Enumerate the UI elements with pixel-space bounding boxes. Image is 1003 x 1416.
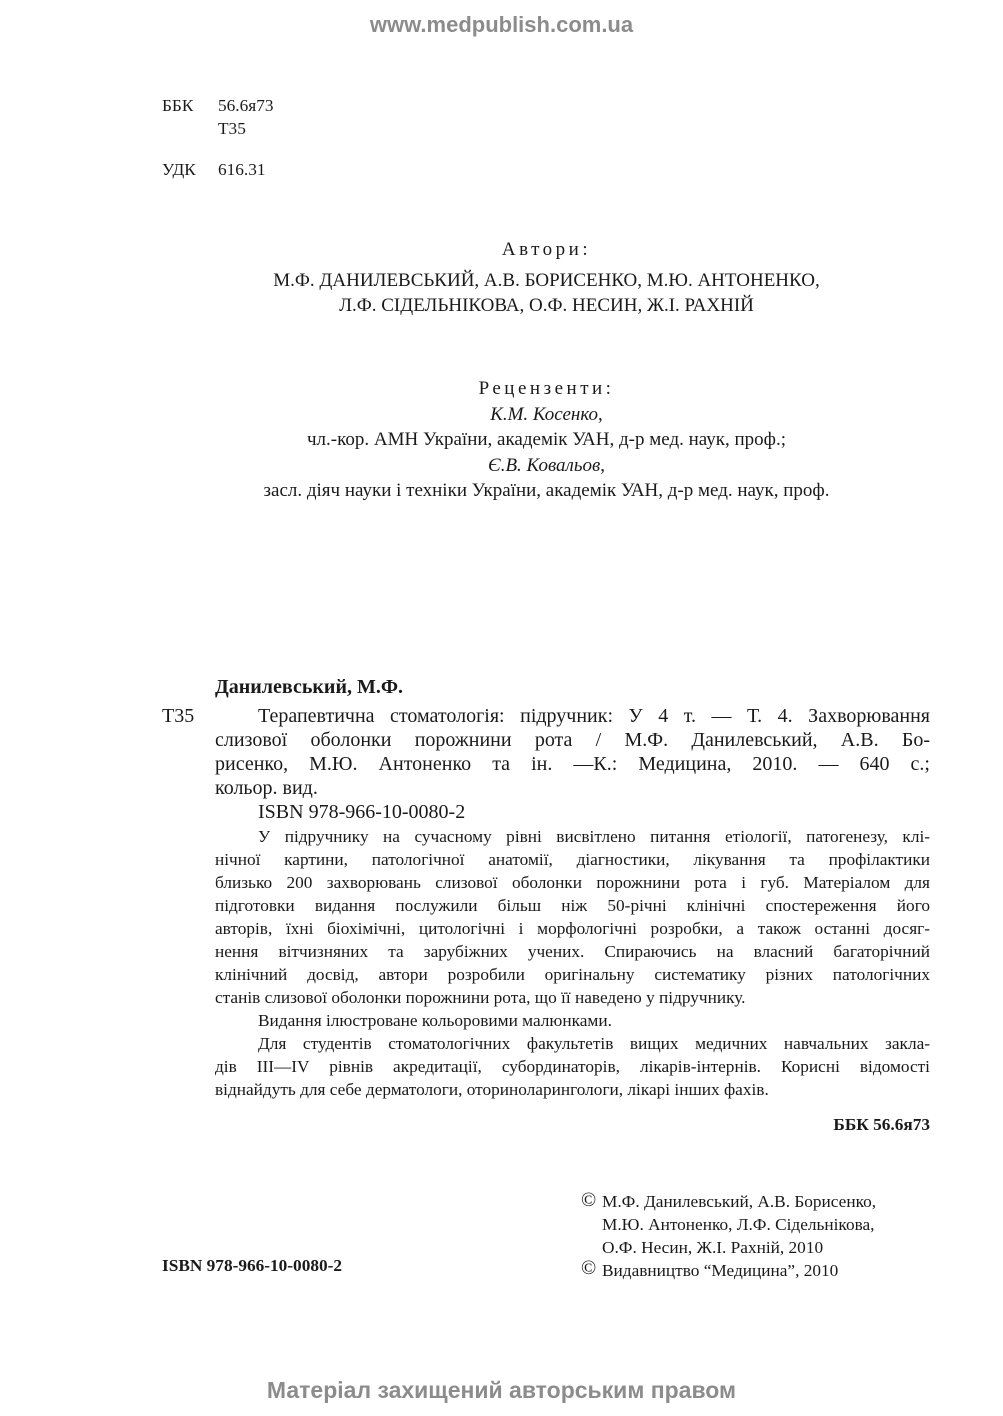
catalog-illustrated-note: Видання ілюстроване кольоровими малюнками. (258, 1011, 612, 1030)
udk-label: УДК (162, 160, 196, 179)
copyright-publisher: Видавництво “Медицина”, 2010 (602, 1261, 839, 1280)
author-mark: Т35 (218, 119, 246, 138)
reviewer-2-title: засл. діяч науки і техніки України, академік УАН, д-р мед. наук, проф. (263, 480, 830, 501)
catalog-isbn: ISBN 978-966-10-0080-2 (258, 801, 466, 823)
bbk-code: 56.6я73 (218, 96, 274, 115)
audience-line: дів ІІІ—IV рівнів акредитації, субординаторів, лікарів-інтернів. Корисні відомості (215, 1057, 930, 1076)
authors-line-1: М.Ф. ДАНИЛЕВСЬКИЙ, А.В. БОРИСЕНКО, М.Ю. АНТОНЕНКО, (273, 270, 820, 291)
abstract-line: близько 200 захворювань слизової оболонки порожнини рота і губ. Матеріалом для (215, 873, 930, 892)
catalog-bbk: ББК 56.6я73 (833, 1115, 930, 1134)
footer-isbn: ISBN 978-966-10-0080-2 (162, 1256, 343, 1275)
reviewer-1-name-text: К.М. Косенко (490, 404, 599, 425)
copyright-authors-line-1: М.Ф. Данилевський, А.В. Борисенко, (602, 1192, 877, 1211)
copyright-icon: © (581, 1189, 597, 1211)
reviewer-2-name: Є.В. Ковальов, (487, 455, 605, 476)
bbk-label: ББК (162, 96, 194, 115)
catalog-desc-line-2: слизової оболонки порожнини рота / М.Ф. Данилевський, А.В. Бо- (215, 729, 930, 751)
abstract-line: У підручнику на сучасному рівні висвітлено питання етіології, патогенезу, клі- (258, 827, 930, 846)
catalog-main-author: Данилевський, М.Ф. (215, 676, 404, 698)
abstract-line: авторів, їхні біохімічні, цитологічні і морфологічні розробки, а також останні досяг- (215, 919, 930, 938)
audience-line: віднайдуть для себе дерматологи, оториноларингологи, лікарі інших фахів. (215, 1080, 769, 1099)
authors-line-2: Л.Ф. СІДЕЛЬНІКОВА, О.Ф. НЕСИН, Ж.І. РАХНІЙ (339, 295, 754, 316)
reviewer-1-name: К.М. Косенко, (490, 404, 603, 425)
authors-heading: Автори: (501, 239, 592, 260)
copyright-authors-line-2: М.Ю. Антоненко, Л.Ф. Сідельнікова, (602, 1215, 875, 1234)
reviewer-2-name-text: Є.В. Ковальов (487, 455, 601, 476)
catalog-mark: Т35 (162, 705, 195, 727)
abstract-line: станів слизової оболонки порожнини рота, що її наведено у підручнику. (215, 988, 746, 1007)
abstract-line: нення вітчизняних та зарубіжних учених. Спираючись на власний багаторічний (215, 942, 930, 961)
reviewer-1-title: чл.-кор. АМН України, академік УАН, д-р мед. наук, проф.; (307, 429, 786, 450)
copyright-icon: © (581, 1257, 597, 1279)
udk-code: 616.31 (218, 160, 266, 179)
catalog-desc-line-1: Терапевтична стоматологія: підручник: У 4 т. — Т. 4. Захворювання (258, 705, 930, 727)
catalog-desc-line-4: кольор. вид. (215, 777, 318, 799)
watermark-bottom: Матеріал захищений авторським правом (266, 1377, 737, 1403)
abstract-line: клінічний досвід, автори розробили оригінальну систематику різних патологічних (215, 965, 930, 984)
abstract-line: нічної картини, патологічної анатомії, діагностики, лікування та профілактики (215, 850, 930, 869)
copyright-authors-line-3: О.Ф. Несин, Ж.І. Рахній, 2010 (602, 1238, 824, 1257)
abstract-line: підготовки видання послужили більш ніж 50-річні клінічні спостереження його (215, 896, 930, 915)
watermark-top: www.medpublish.com.ua (369, 12, 634, 37)
audience-line: Для студентів стоматологічних факультетів вищих медичних навчальних закла- (258, 1034, 930, 1053)
catalog-desc-line-3: рисенко, М.Ю. Антоненко та ін. —К.: Медицина, 2010. — 640 с.; (215, 753, 930, 775)
reviewers-heading: Рецензенти: (478, 378, 615, 399)
